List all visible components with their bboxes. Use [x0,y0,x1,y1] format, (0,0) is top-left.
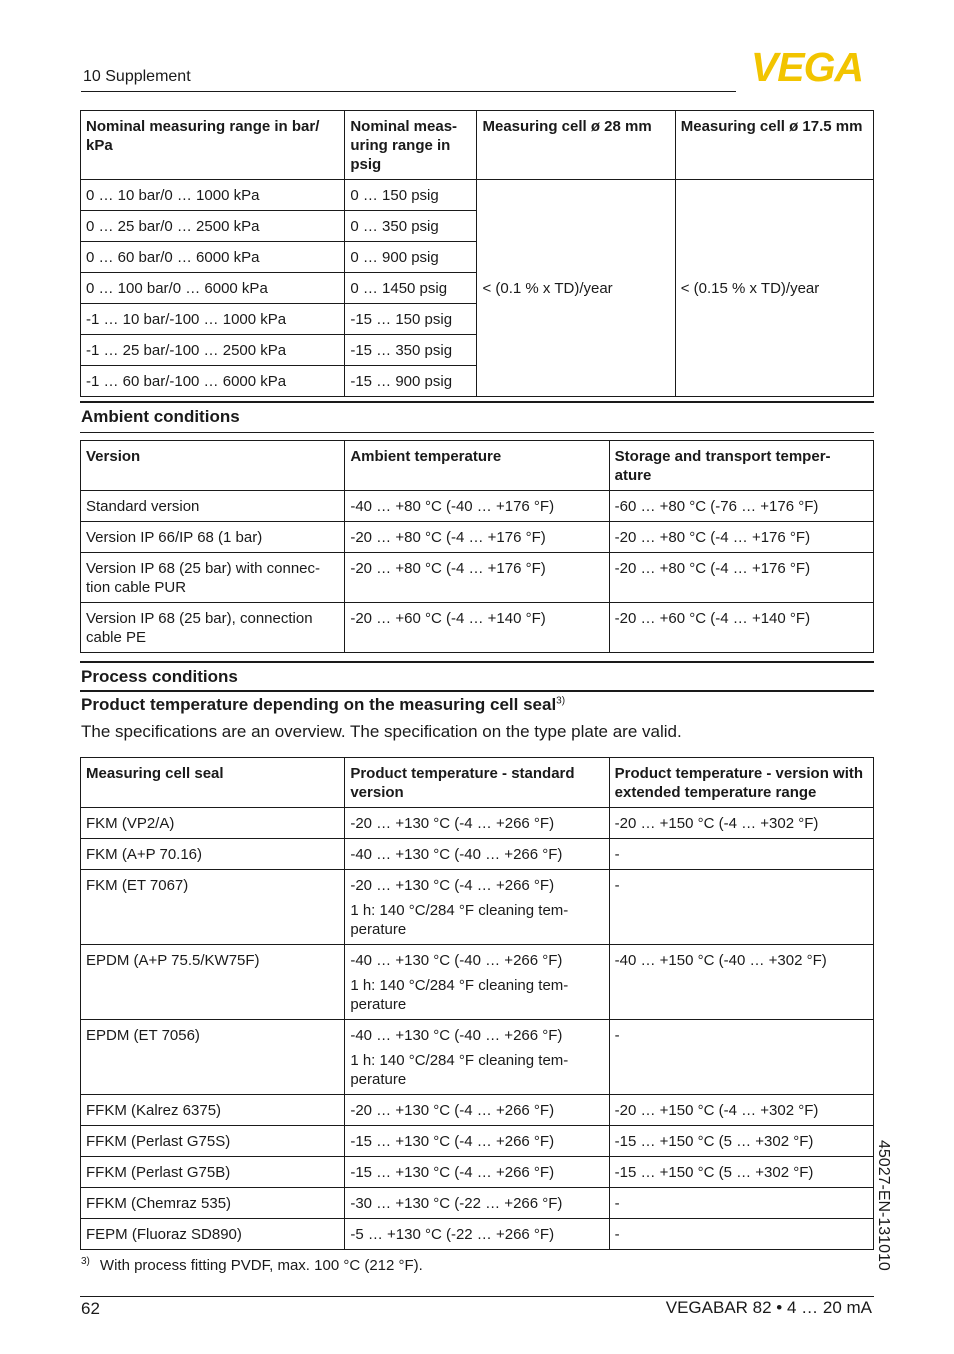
document-id: 45027-EN-131010 [875,1140,892,1271]
table-cell: - [609,870,873,945]
table-cell: -20 … +150 °C (-4 … +302 °F) [609,808,873,839]
table-row [81,808,874,839]
table-cell: -5 … +130 °C (-22 … +266 °F) [345,1219,609,1250]
table-cell: 0 … 25 bar/0 … 2500 kPa [81,211,345,242]
table-cell: -20 … +60 °C (-4 … +140 °F) [609,603,873,653]
col-header-standard: Product temperature - standard version [345,758,609,808]
table-cell: FEPM (Fluoraz SD890) [81,1219,345,1250]
table-cell: -15 … +130 °C (-4 … +266 °F) [345,1157,609,1188]
table-cell: 0 … 10 bar/0 … 1000 kPa [81,180,345,211]
table-cell: -20 … +130 °C (-4 … +266 °F) 1 h: 140 °C/284 °F cleaning tem- perature [345,870,609,945]
footnote-mark: 3) [81,1256,90,1267]
table-cell: FFKM (Kalrez 6375) [81,1095,345,1126]
table-cell: -15 … 150 psig [345,304,477,335]
table-cell: -15 … +150 °C (5 … +302 °F) [609,1157,873,1188]
table-cell: - [609,1020,873,1095]
cleaning-note: 1 h: 140 °C/284 °F cleaning tem- perature [350,1052,569,1088]
table-cell: -15 … 900 psig [345,366,477,397]
table-cell: 0 … 350 psig [345,211,477,242]
table-row [81,1020,874,1095]
table-cell: - [609,1188,873,1219]
table-cell: -40 … +130 °C (-40 … +266 °F) 1 h: 140 °C/284 °F cleaning tem- perature [345,945,609,1020]
ambient-table [80,440,874,653]
table-cell: -1 … 10 bar/-100 … 1000 kPa [81,304,345,335]
table-cell: 0 … 150 psig [345,180,477,211]
table-row [81,553,874,603]
table-cell: -20 … +130 °C (-4 … +266 °F) [345,808,609,839]
table-cell: FFKM (Perlast G75S) [81,1126,345,1157]
table-row [81,945,874,1020]
section-rule [80,401,874,403]
table-cell: -15 … +130 °C (-4 … +266 °F) [345,1126,609,1157]
table-cell: FFKM (Perlast G75B) [81,1157,345,1188]
product-temperature-table [80,757,874,1250]
table-cell: FKM (A+P 70.16) [81,839,345,870]
table-cell: FFKM (Chemraz 535) [81,1188,345,1219]
table-cell: -20 … +150 °C (-4 … +302 °F) [609,1095,873,1126]
table-cell: EPDM (A+P 75.5/KW75F) [81,945,345,1020]
table-row [81,870,874,945]
table-cell: FKM (ET 7067) [81,870,345,945]
table-row [81,522,874,553]
footnote-ref: 3) [556,695,566,707]
table-cell: -1 … 25 bar/-100 … 2500 kPa [81,335,345,366]
table-cell: 0 … 60 bar/0 … 6000 kPa [81,242,345,273]
footnote [81,1256,423,1274]
table-cell: 0 … 1450 psig [345,273,477,304]
table-row [81,1095,874,1126]
process-title: Process conditions [81,667,238,686]
product-temp-subtitle: Product temperature depending on the measuring cell seal$^{3)}$ [81,695,566,714]
table-row [81,603,874,653]
table-cell: -20 … +80 °C (-4 … +176 °F) [609,522,873,553]
table-cell: -20 … +130 °C (-4 … +266 °F) [345,1095,609,1126]
footnote-text: With process fitting PVDF, max. 100 °C (212 °F). [99,1257,423,1274]
col-header-cell-17: Measuring cell ø 17.5 mm [675,111,873,180]
product-name: VEGABAR 82 • 4 … 20 mA [665,1298,872,1317]
intro-text: The specifications are an overview. The specification on the type plate are valid. [81,722,682,741]
table-cell: -40 … +130 °C (-40 … +266 °F) [345,839,609,870]
table-cell: -60 … +80 °C (-76 … +176 °F) [609,491,873,522]
table-cell: FKM (VP2/A) [81,808,345,839]
page-number: 62 [81,1299,100,1318]
table-cell: EPDM (ET 7056) [81,1020,345,1095]
section-rule [80,690,874,692]
table-cell: -1 … 60 bar/-100 … 6000 kPa [81,366,345,397]
table-cell: -15 … 350 psig [345,335,477,366]
section-rule [80,661,874,663]
col-header-ambient-temp: Ambient temperature [345,441,609,491]
col-header-cell-28: Measuring cell ø 28 mm [477,111,675,180]
vega-logo [741,48,873,84]
table-row [81,491,874,522]
table-cell: -40 … +80 °C (-40 … +176 °F) [345,491,609,522]
col-header-nominal-psig: Nominal meas- uring range in psig [345,111,477,180]
footer-rule [80,1296,874,1297]
table-cell: - [609,1219,873,1250]
table-row [81,1219,874,1250]
table-cell: -20 … +60 °C (-4 … +140 °F) [345,603,609,653]
cleaning-note: 1 h: 140 °C/284 °F cleaning tem- perature [350,902,569,938]
table-cell: Version IP 66/IP 68 (1 bar) [81,522,345,553]
table-cell: -20 … +80 °C (-4 … +176 °F) [345,522,609,553]
ambient-title: Ambient conditions [81,407,240,426]
col-header-version: Version [81,441,345,491]
table-cell: Version IP 68 (25 bar) with connec- tion cable PUR [81,553,345,603]
table-cell: -20 … +80 °C (-4 … +176 °F) [345,553,609,603]
table-cell: Standard version [81,491,345,522]
section-header: 10 Supplement [83,68,191,85]
table-cell: -40 … +130 °C (-40 … +266 °F) 1 h: 140 °C/284 °F cleaning tem- perature [345,1020,609,1095]
col-header-extended: Product temperature - version with extended temperature range [609,758,873,808]
vega-logo-text: VEGA [750,48,864,84]
cell-17-value: < (0.15 % x TD)/year [675,180,873,397]
table-cell: -15 … +150 °C (5 … +302 °F) [609,1126,873,1157]
table-cell: -20 … +80 °C (-4 … +176 °F) [609,553,873,603]
table-cell: 0 … 900 psig [345,242,477,273]
col-header-nominal-bar: Nominal measuring range in bar/ kPa [81,111,345,180]
col-header-storage-temp: Storage and transport temper- ature [609,441,873,491]
table-row [81,1157,874,1188]
table-cell: 0 … 100 bar/0 … 6000 kPa [81,273,345,304]
cleaning-note: 1 h: 140 °C/284 °F cleaning tem- perature [350,977,569,1013]
header-rule [81,91,736,92]
section-rule [80,432,874,433]
measuring-range-table [80,110,874,397]
cell-28-value: < (0.1 % x TD)/year [477,180,675,397]
table-cell: -40 … +150 °C (-40 … +302 °F) [609,945,873,1020]
col-header-seal: Measuring cell seal [81,758,345,808]
table-cell: - [609,839,873,870]
table-cell: -30 … +130 °C (-22 … +266 °F) [345,1188,609,1219]
table-row [81,839,874,870]
table-cell: Version IP 68 (25 bar), connection cable PE [81,603,345,653]
table-row [81,1188,874,1219]
table-row [81,1126,874,1157]
